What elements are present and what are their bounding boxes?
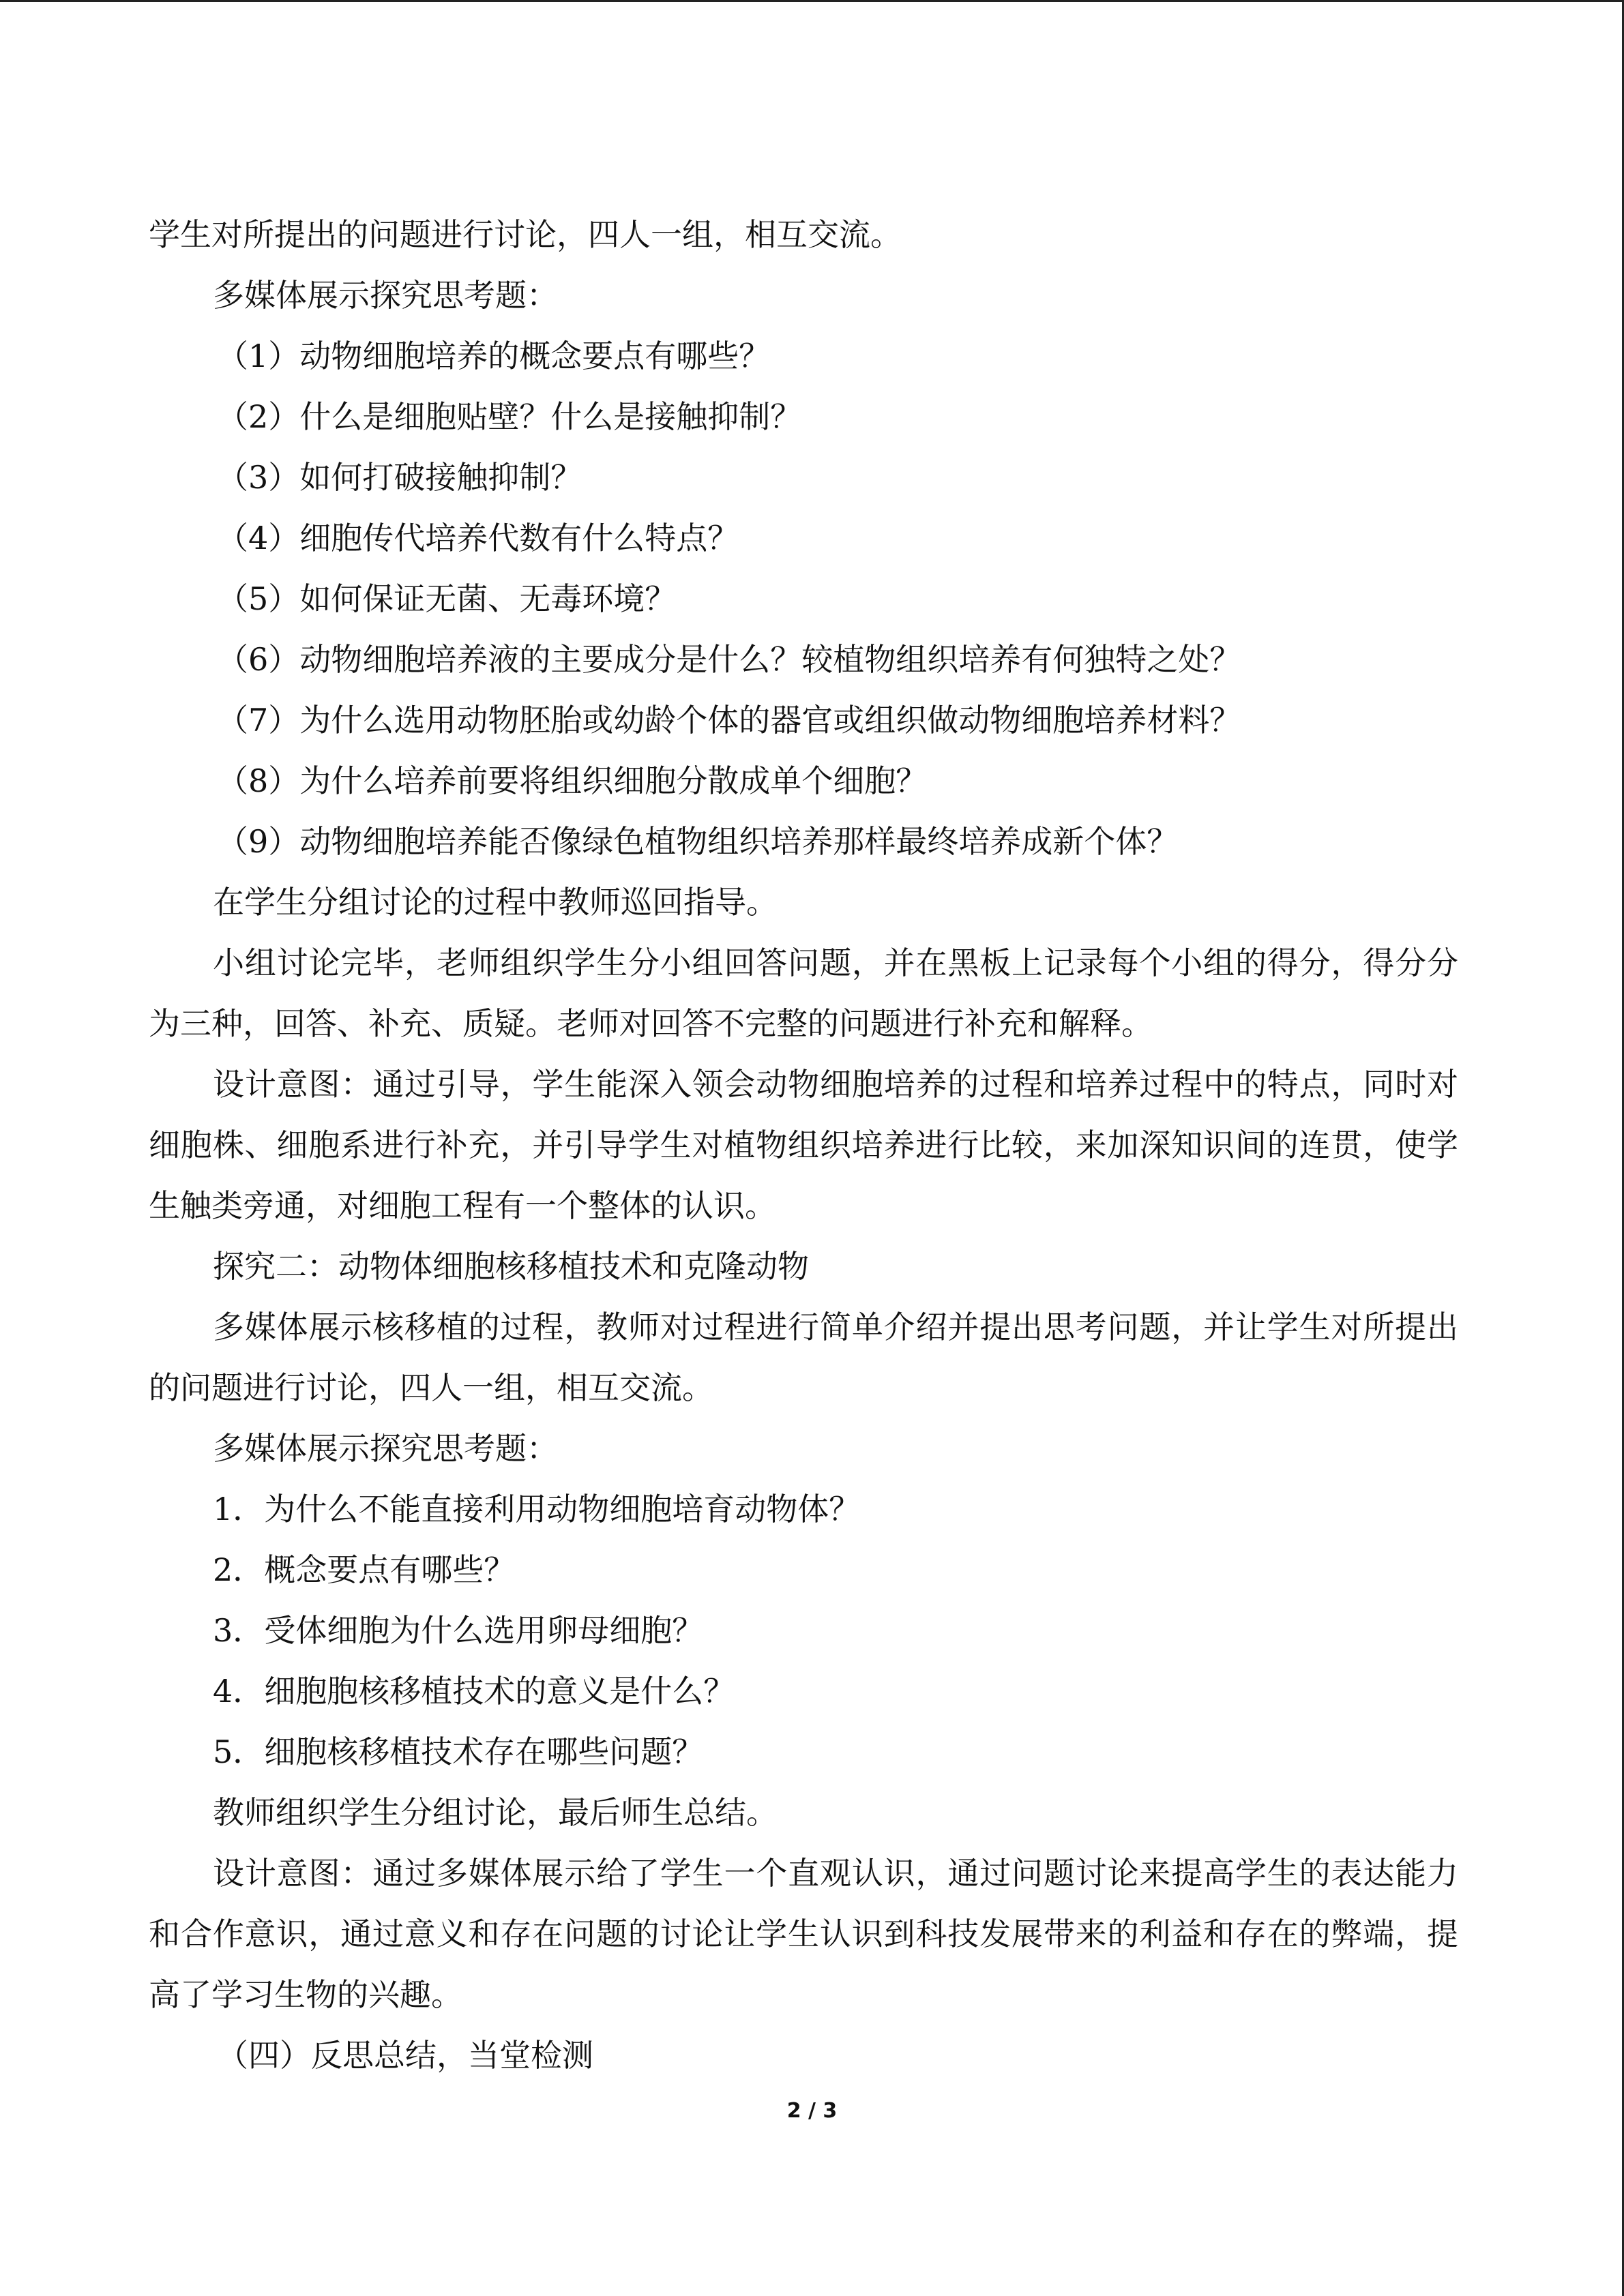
question-item: （8）为什么培养前要将组织细胞分散成单个细胞？ bbox=[217, 762, 928, 799]
question-item: 1．为什么不能直接利用动物细胞培育动物体？ bbox=[213, 1491, 861, 1527]
paragraph-continuation: 学生对所提出的问题进行讨论，四人一组，相互交流。 bbox=[149, 216, 902, 253]
question-item: （1）动物细胞培养的概念要点有哪些？ bbox=[217, 338, 771, 374]
question-item: （3）如何打破接触抑制？ bbox=[217, 459, 582, 496]
design-intent-paragraph: 设计意图：通过引导，学生能深入领会动物细胞培养的过程和培养过程中的特点，同时对细胞株、细胞系进行补充，并引导学生对植物组织培养进行比较，来加深知识间的连贯，使学生触类旁通，对细胞工程有一个整体的认识。 bbox=[149, 1066, 1458, 1224]
paragraph: 教师组织学生分组讨论，最后师生总结。 bbox=[213, 1794, 778, 1831]
document-body bbox=[149, 205, 1458, 2086]
paragraph: 多媒体展示探究思考题： bbox=[213, 1430, 558, 1467]
paragraph: 在学生分组讨论的过程中教师巡回指导。 bbox=[213, 884, 778, 921]
question-item: （5）如何保证无菌、无毒环境？ bbox=[217, 580, 677, 617]
question-item: （9）动物细胞培养能否像绿色植物组织培养那样最终培养成新个体？ bbox=[217, 823, 1179, 860]
question-item: 3．受体细胞为什么选用卵母细胞？ bbox=[213, 1612, 704, 1649]
paragraph: 小组讨论完毕，老师组织学生分小组回答问题，并在黑板上记录每个小组的得分，得分分为三种，回答、补充、质疑。老师对回答不完整的问题进行补充和解释。 bbox=[149, 944, 1458, 1042]
paragraph: 多媒体展示核移植的过程，教师对过程进行简单介绍并提出思考问题，并让学生对所提出的问题进行讨论，四人一组，相互交流。 bbox=[149, 1309, 1458, 1406]
question-item: （6）动物细胞培养液的主要成分是什么？较植物组织培养有何独特之处？ bbox=[217, 641, 1241, 678]
question-item: 2．概念要点有哪些？ bbox=[213, 1551, 516, 1588]
page-border-top bbox=[0, 0, 1624, 2]
question-item: 5．细胞核移植技术存在哪些问题？ bbox=[213, 1733, 704, 1770]
question-item: （4）细胞传代培养代数有什么特点？ bbox=[217, 520, 739, 556]
section-heading: 探究二：动物体细胞核移植技术和克隆动物 bbox=[213, 1248, 809, 1285]
design-intent-paragraph: 设计意图：通过多媒体展示给了学生一个直观认识，通过问题讨论来提高学生的表达能力和合作意识，通过意义和存在问题的讨论让学生认识到科技发展带来的利益和存在的弊端，提高了学习生物的兴趣。 bbox=[149, 1855, 1458, 2013]
question-item: （2）什么是细胞贴壁？什么是接触抑制？ bbox=[217, 398, 802, 435]
section-heading: （四）反思总结，当堂检测 bbox=[217, 2037, 593, 2074]
question-item: （7）为什么选用动物胚胎或幼龄个体的器官或组织做动物细胞培养材料？ bbox=[217, 702, 1241, 739]
page-number: 2 / 3 bbox=[786, 2099, 838, 2123]
paragraph: 多媒体展示探究思考题： bbox=[213, 277, 558, 314]
question-item: 4．细胞胞核移植技术的意义是什么？ bbox=[213, 1673, 735, 1710]
